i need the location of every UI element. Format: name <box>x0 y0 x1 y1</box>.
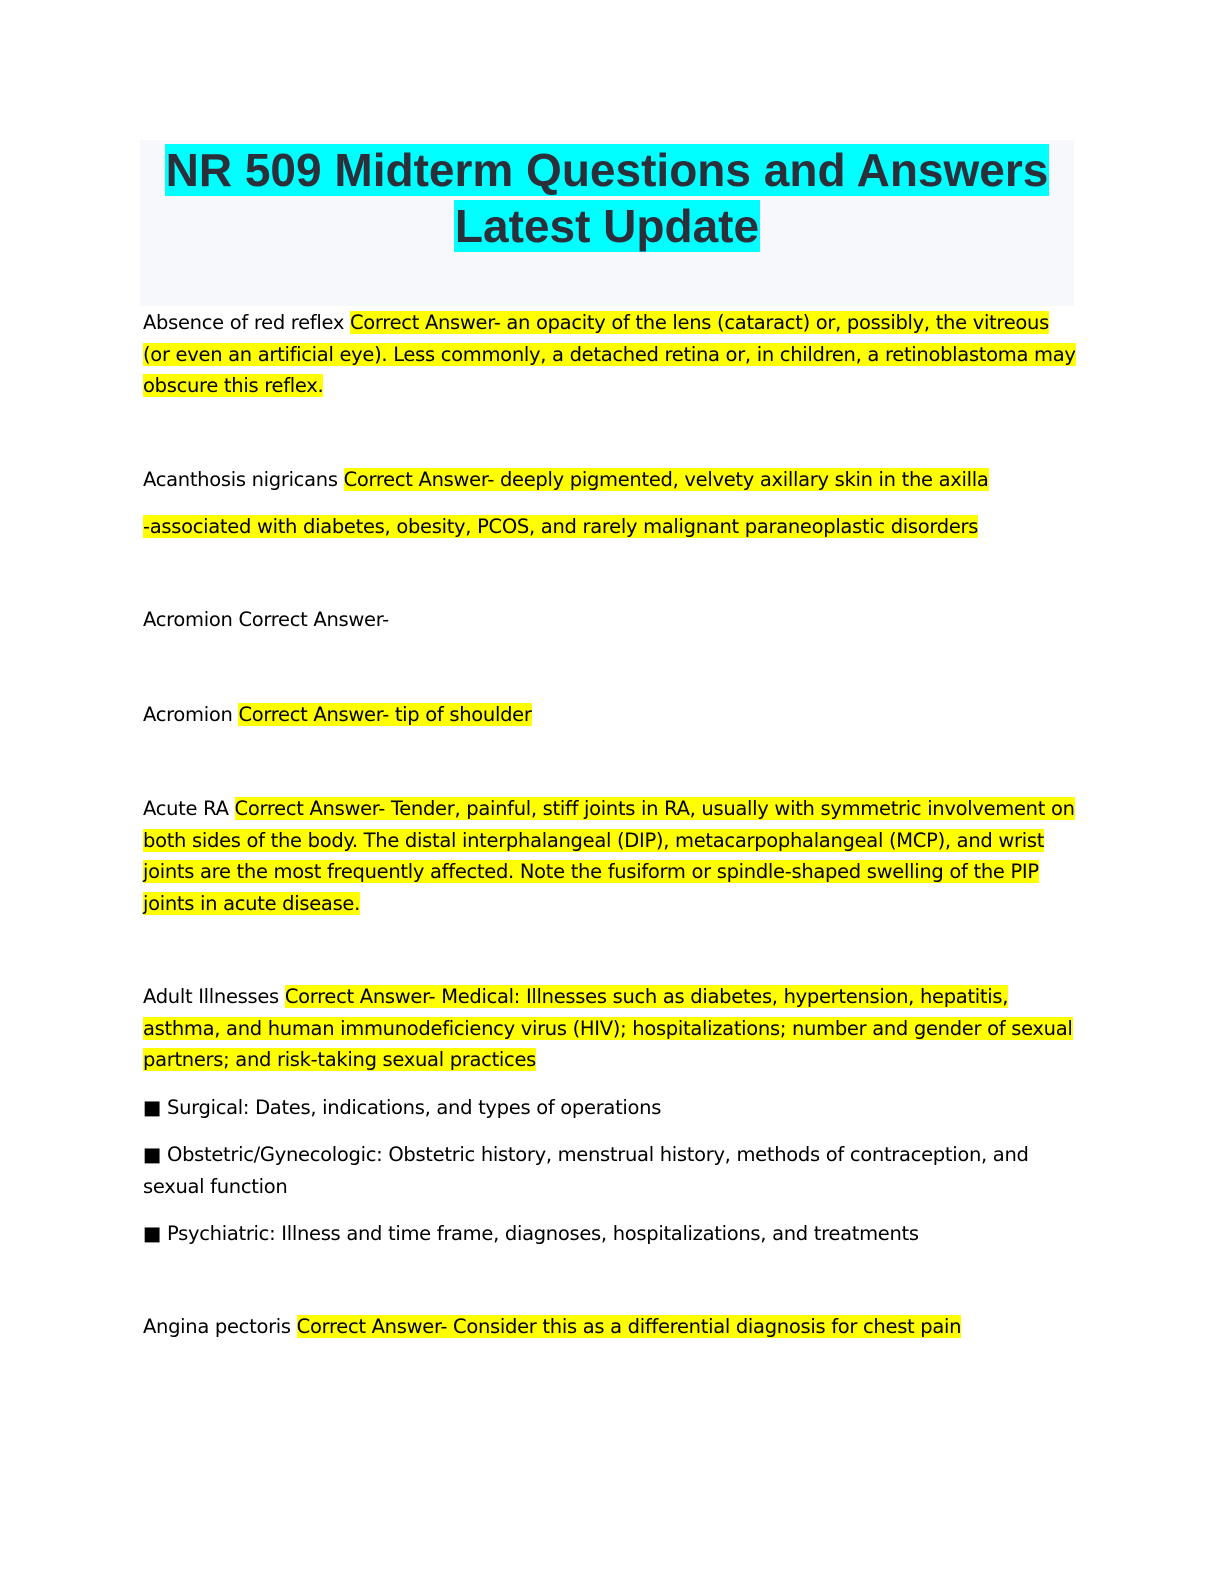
entry-answer: Correct Answer- deeply pigmented, velvety axillary skin in the axilla <box>343 468 989 491</box>
entry-answer: Correct Answer- Consider this as a differential diagnosis for chest pain <box>296 1315 962 1338</box>
entry-acromion-empty <box>143 604 1078 636</box>
entry-adult-illnesses <box>143 981 1078 1250</box>
entry-acanthosis-nigricans <box>143 464 1078 542</box>
document-title-line-2 <box>140 198 1074 254</box>
entry-term: Acute RA <box>143 797 235 820</box>
entry-term: Angina pectoris <box>143 1315 297 1338</box>
entry-paragraph <box>143 699 1078 731</box>
entry-term: Acanthosis nigricans <box>143 468 344 491</box>
entry-term: Acromion Correct Answer- <box>143 608 389 631</box>
bullet-obstetric-gynecologic: ■ Obstetric/Gynecologic: Obstetric history, menstrual history, methods of contraception, and sexual function <box>143 1143 1029 1198</box>
entry-paragraph <box>143 604 1078 636</box>
bullet-psychiatric: ■ Psychiatric: Illness and time frame, diagnoses, hospitalizations, and treatments <box>143 1222 919 1245</box>
title-line-1-text: NR 509 Midterm Questions and Answers <box>165 144 1049 196</box>
entry-acromion <box>143 699 1078 731</box>
document-title-line-1 <box>140 142 1074 198</box>
entry-paragraph-extra <box>143 511 1078 543</box>
entry-angina-pectoris <box>143 1311 1078 1343</box>
bullet-surgical: ■ Surgical: Dates, indications, and types of operations <box>143 1095 662 1119</box>
entry-answer-extra: -associated with diabetes, obesity, PCOS, and rarely malignant paraneoplastic disorders <box>143 514 979 538</box>
entry-paragraph <box>143 981 1078 1076</box>
title-line-2-text: Latest Update <box>454 200 760 252</box>
entry-paragraph <box>143 1311 1078 1343</box>
entry-answer: Correct Answer- Medical: Illnesses such as diabetes, hypertension, hepatitis, asthma, and human immunodeficiency virus (HIV); hospitalizations; number and gender of sexual partners; and risk-taking sexual practices <box>143 985 1073 1071</box>
entry-term: Adult Illnesses <box>143 985 285 1008</box>
entry-term: Absence of red reflex <box>143 311 350 334</box>
entry-answer: Correct Answer- an opacity of the lens (cataract) or, possibly, the vitreous (or even an artificial eye). Less commonly, a detached retina or, in children, a retinoblastoma may obscure this reflex. <box>143 311 1076 397</box>
document-title-block <box>140 140 1074 306</box>
entry-term: Acromion <box>143 703 239 726</box>
entry-answer: Correct Answer- Tender, painful, stiff joints in RA, usually with symmetric involvement on both sides of the body. The distal interphalangeal (DIP), metacarpophalangeal (MCP), and wrist joints are the most frequently affected. Note the fusiform or spindle-shaped swelling of the PIP joints in acute disease. <box>143 797 1075 915</box>
entry-absence-of-red-reflex <box>143 307 1078 402</box>
entry-acute-ra <box>143 793 1078 919</box>
entry-paragraph <box>143 307 1078 402</box>
entry-paragraph <box>143 793 1078 919</box>
entry-answer: Correct Answer- tip of shoulder <box>238 703 532 726</box>
entry-paragraph <box>143 464 1078 496</box>
